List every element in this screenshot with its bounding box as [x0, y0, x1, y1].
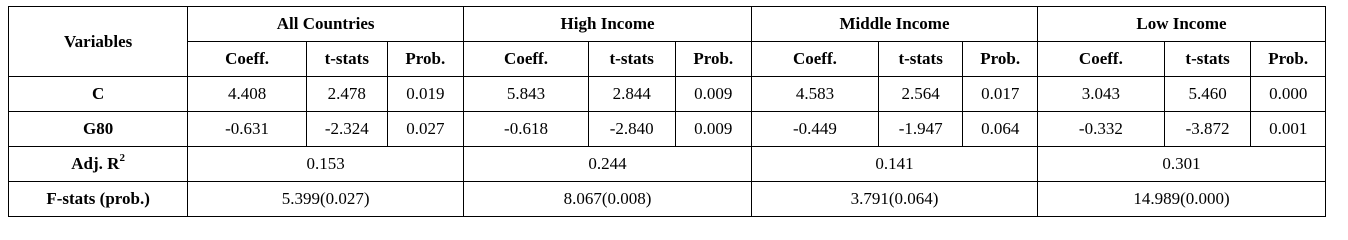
regression-table-container — [8, 6, 1326, 217]
row-label — [9, 147, 188, 182]
group-low-income: Low Income — [1037, 7, 1325, 42]
table-cell: 4.408 — [188, 77, 307, 112]
table-cell: 4.583 — [752, 77, 879, 112]
table-cell: 0.009 — [675, 112, 752, 147]
coeff-header: Coeff. — [752, 42, 879, 77]
row-label: F-stats (prob.) — [9, 182, 188, 217]
t-stats-header: t-stats — [878, 42, 963, 77]
adj-r2-high-income: 0.244 — [464, 147, 752, 182]
table-cell: 5.843 — [464, 77, 589, 112]
table-cell: -3.872 — [1164, 112, 1251, 147]
adj-r2-label: Adj. R — [71, 154, 120, 173]
adj-r2-all-countries: 0.153 — [188, 147, 464, 182]
group-middle-income: Middle Income — [752, 7, 1038, 42]
regression-results-table — [8, 6, 1326, 217]
prob-header: Prob. — [675, 42, 752, 77]
f-stats-middle-income: 3.791(0.064) — [752, 182, 1038, 217]
table-cell: -2.840 — [588, 112, 675, 147]
table-cell: 2.478 — [307, 77, 388, 112]
table-cell: 0.000 — [1251, 77, 1326, 112]
variables-header: Variables — [9, 7, 188, 77]
row-label: C — [9, 77, 188, 112]
prob-header: Prob. — [1251, 42, 1326, 77]
row-label: G80 — [9, 112, 188, 147]
adj-r2-superscript: 2 — [119, 152, 125, 164]
f-stats-low-income: 14.989(0.000) — [1037, 182, 1325, 217]
table-row-f-stats — [9, 182, 1326, 217]
coeff-header: Coeff. — [188, 42, 307, 77]
f-stats-high-income: 8.067(0.008) — [464, 182, 752, 217]
table-cell: -1.947 — [878, 112, 963, 147]
group-header-row — [9, 7, 1326, 42]
table-cell: -2.324 — [307, 112, 388, 147]
table-cell: 0.019 — [387, 77, 464, 112]
coeff-header: Coeff. — [1037, 42, 1164, 77]
adj-r2-middle-income: 0.141 — [752, 147, 1038, 182]
table-cell: 0.009 — [675, 77, 752, 112]
sub-header-row — [9, 42, 1326, 77]
table-row-adj-r2 — [9, 147, 1326, 182]
t-stats-header: t-stats — [1164, 42, 1251, 77]
table-cell: -0.449 — [752, 112, 879, 147]
table-cell: -0.618 — [464, 112, 589, 147]
group-all-countries: All Countries — [188, 7, 464, 42]
table-cell: 3.043 — [1037, 77, 1164, 112]
group-high-income: High Income — [464, 7, 752, 42]
prob-header: Prob. — [963, 42, 1038, 77]
table-cell: 0.017 — [963, 77, 1038, 112]
table-cell: 5.460 — [1164, 77, 1251, 112]
table-cell: 2.844 — [588, 77, 675, 112]
table-row-c — [9, 77, 1326, 112]
table-row-g80 — [9, 112, 1326, 147]
t-stats-header: t-stats — [307, 42, 388, 77]
table-cell: 0.001 — [1251, 112, 1326, 147]
adj-r2-low-income: 0.301 — [1037, 147, 1325, 182]
table-cell: 0.064 — [963, 112, 1038, 147]
table-cell: 0.027 — [387, 112, 464, 147]
table-cell: -0.332 — [1037, 112, 1164, 147]
table-cell: -0.631 — [188, 112, 307, 147]
coeff-header: Coeff. — [464, 42, 589, 77]
f-stats-all-countries: 5.399(0.027) — [188, 182, 464, 217]
prob-header: Prob. — [387, 42, 464, 77]
table-cell: 2.564 — [878, 77, 963, 112]
t-stats-header: t-stats — [588, 42, 675, 77]
